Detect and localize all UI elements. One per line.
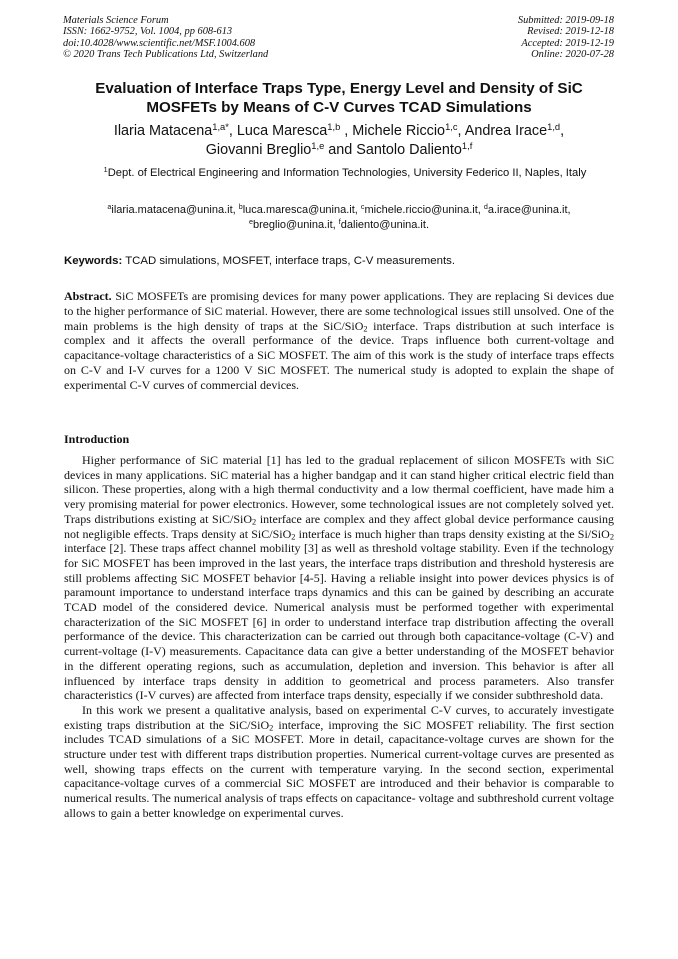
date-online: Online: 2020-07-28: [531, 49, 614, 61]
email-separator: ,: [477, 204, 484, 216]
subscript: 2: [609, 532, 614, 542]
subscript: 2: [252, 517, 257, 527]
journal-doi: doi:10.4028/www.scientific.net/MSF.1004.608: [63, 37, 256, 49]
email-mark: f: [338, 218, 341, 227]
email-address[interactable]: a.irace@unina.it: [487, 204, 568, 216]
paragraph-text: In this work we present a qualitative analysis, based on experimental C-V curves, to accurately investigate existing traps distribution at the SiC/SiO: [64, 702, 614, 732]
email-mark: d: [483, 203, 488, 212]
author-affiliation-mark: 1,a*: [212, 121, 229, 132]
journal-name: Materials Science Forum: [63, 15, 169, 26]
author-name: Giovanni Breglio: [205, 141, 312, 158]
email-address[interactable]: daliento@unina.it: [340, 219, 426, 231]
email-address[interactable]: michele.riccio@unina.it: [364, 204, 478, 216]
email-mark: a: [107, 203, 112, 212]
email-separator: ,: [332, 219, 339, 231]
keywords: [64, 254, 614, 268]
introduction-body: [64, 453, 614, 821]
title-line-1: Evaluation of Interface Traps Type, Energy Level and Density of SiC: [95, 80, 583, 97]
affiliation-text: Dept. of Electrical Engineering and Information Technologies, University Federico II, Naples, Italy: [107, 167, 587, 179]
email-address[interactable]: breglio@unina.it: [252, 219, 333, 231]
paragraph-text: interface is much higher than traps density existing at the Si/SiO: [295, 526, 610, 541]
paragraph-text: interface, improving the SiC MOSFET reliability. The first section includes TCAD simulations of a SiC MOSFET. More in detail, capacitance-voltage curves are shown for the structure under test with different traps distribution properties. Numerical current-voltage curves are presented as well, showing traps effects on the current with temperature varying. In the second section, experimental capacitance-voltage curves of a commercial SiC MOSFET are introduced and their behavior is comparable to numerical results. The numerical analysis of traps effects on capacitance- voltage and subthreshold current voltage allows to gain a better knowledge on experimental curves.: [64, 717, 614, 820]
paragraph-text: Higher performance of SiC material [1] has led to the gradual replacement of silicon MOSFETs with SiC devices in many applications. SiC material has a higher bandgap and it can stand higher critical electric field than silicon. These properties, along with a high thermal conductivity and a low thermal coefficient, have made him a very promising material for power electronics. However, some technological issues are not completely solved yet. Traps distributions existing at SiC/SiO: [64, 453, 614, 526]
date-accepted: Accepted: 2019-12-19: [521, 37, 614, 49]
email-mark: e: [249, 218, 253, 227]
section-heading-introduction: Introduction: [64, 432, 130, 446]
author-separator: ,: [560, 123, 565, 139]
keywords-label: Keywords:: [64, 255, 123, 267]
author-name: Andrea Irace: [464, 123, 548, 139]
author-affiliation-mark: 1,c: [445, 121, 458, 132]
paragraph-text: interface [2]. These traps affect channel mobility [3] as well as threshold voltage stability. Even if the technology for SiC MOSFET has been improved in the last years, the interface traps distribution and threshold hysteresis are still problems affecting SiC MOSFET behavior [4-5]. Having a reliable insight into power devices physics is of paramount importance to understand interface traps dynamics and this can be gained by describing an accurate TCAD model of the considered device. Numerical analysis must be performed together with experimental characterization of the SiC MOSFET [6] in order to understand interface trap distribution affecting the overall performance of the device. This characterization can be carried out through both capacitance-voltage (C-V) and current-voltage (I-V) measurements. Capacitance data can give a better understanding of the MOSFET behavior in the different operating regions, such as accumulation, depletion and inversion. This behavior is after all influenced by interface traps density in addition to geometrical and process parameters. Also transfer characteristics (I-V curves) are affected from interface traps density, especially if we consider subthreshold data.: [64, 541, 614, 703]
keywords-text: TCAD simulations, MOSFET, interface traps, C-V measurements.: [122, 255, 455, 267]
abstract-text: SiC MOSFETs are promising devices for many power applications. They are replacing Si devices due to the higher performance of SiC material. However, there are some technological issues still unsolved. One of the main problems is the high density of traps at the SiC/SiO: [64, 289, 614, 333]
author-list: [70, 122, 608, 159]
author-affiliation-mark: 1,b: [327, 121, 341, 132]
author-name: Ilaria Matacena: [113, 123, 213, 139]
affiliation: [86, 166, 604, 181]
email-mark: b: [238, 203, 243, 212]
author-name: Michele Riccio: [352, 123, 446, 139]
author-separator: ,: [340, 123, 353, 139]
author-name: Luca Maresca: [236, 123, 328, 139]
author-emails: [70, 203, 608, 233]
title-line-2: MOSFETs by Means of C-V Curves TCAD Simulations: [146, 98, 532, 116]
paragraph-text: interface are complex and they affect global device performance causing not negligible effects. Traps density at SiC/SiO: [64, 511, 614, 541]
abstract-text: interface. Traps distribution at such interface is complex and it affects the overall performance of the device. Traps influence both current-voltage and capacitance-voltage characteristics of a SiC MOSFET. The aim of this work is the study of interface traps effects on C-V and I-V curves for a 1200 V SiC MOSFET. The numerical study is adopted to explain the shape of experimental C-V curves of commercial devices.: [64, 318, 614, 392]
journal-info: [63, 15, 268, 61]
email-separator: ,: [232, 204, 239, 216]
author-affiliation-mark: 1,f: [461, 140, 473, 151]
subscript: 2: [291, 532, 296, 542]
journal-issn: ISSN: 1662-9752, Vol. 1004, pp 608-613: [63, 26, 233, 38]
email-mark: c: [360, 203, 365, 212]
date-revised: Revised: 2019-12-18: [527, 26, 614, 38]
email-address[interactable]: luca.maresca@unina.it: [242, 204, 355, 216]
email-separator: ,: [567, 204, 571, 216]
subscript: 2: [363, 324, 368, 334]
abstract: [64, 289, 614, 392]
paragraph: [64, 453, 614, 703]
author-affiliation-mark: 1,e: [311, 140, 325, 151]
author-separator: ,: [457, 123, 465, 139]
journal-copyright: © 2020 Trans Tech Publications Ltd, Switzerland: [63, 49, 269, 61]
author-separator: ,: [228, 123, 237, 139]
submission-dates: [518, 15, 614, 61]
paragraph: [64, 703, 614, 821]
email-separator: ,: [354, 204, 361, 216]
author-affiliation-mark: 1,d: [547, 121, 561, 132]
author-name: Santolo Daliento: [356, 141, 462, 158]
affiliation-mark: 1: [103, 165, 108, 174]
paper-title: [70, 80, 608, 117]
email-address[interactable]: ilaria.matacena@unina.it: [111, 204, 233, 216]
email-separator: .: [425, 219, 429, 231]
date-submitted: Submitted: 2019-09-18: [517, 15, 614, 26]
author-separator: and: [324, 141, 357, 158]
subscript: 2: [269, 723, 274, 733]
abstract-label: Abstract.: [64, 289, 112, 303]
